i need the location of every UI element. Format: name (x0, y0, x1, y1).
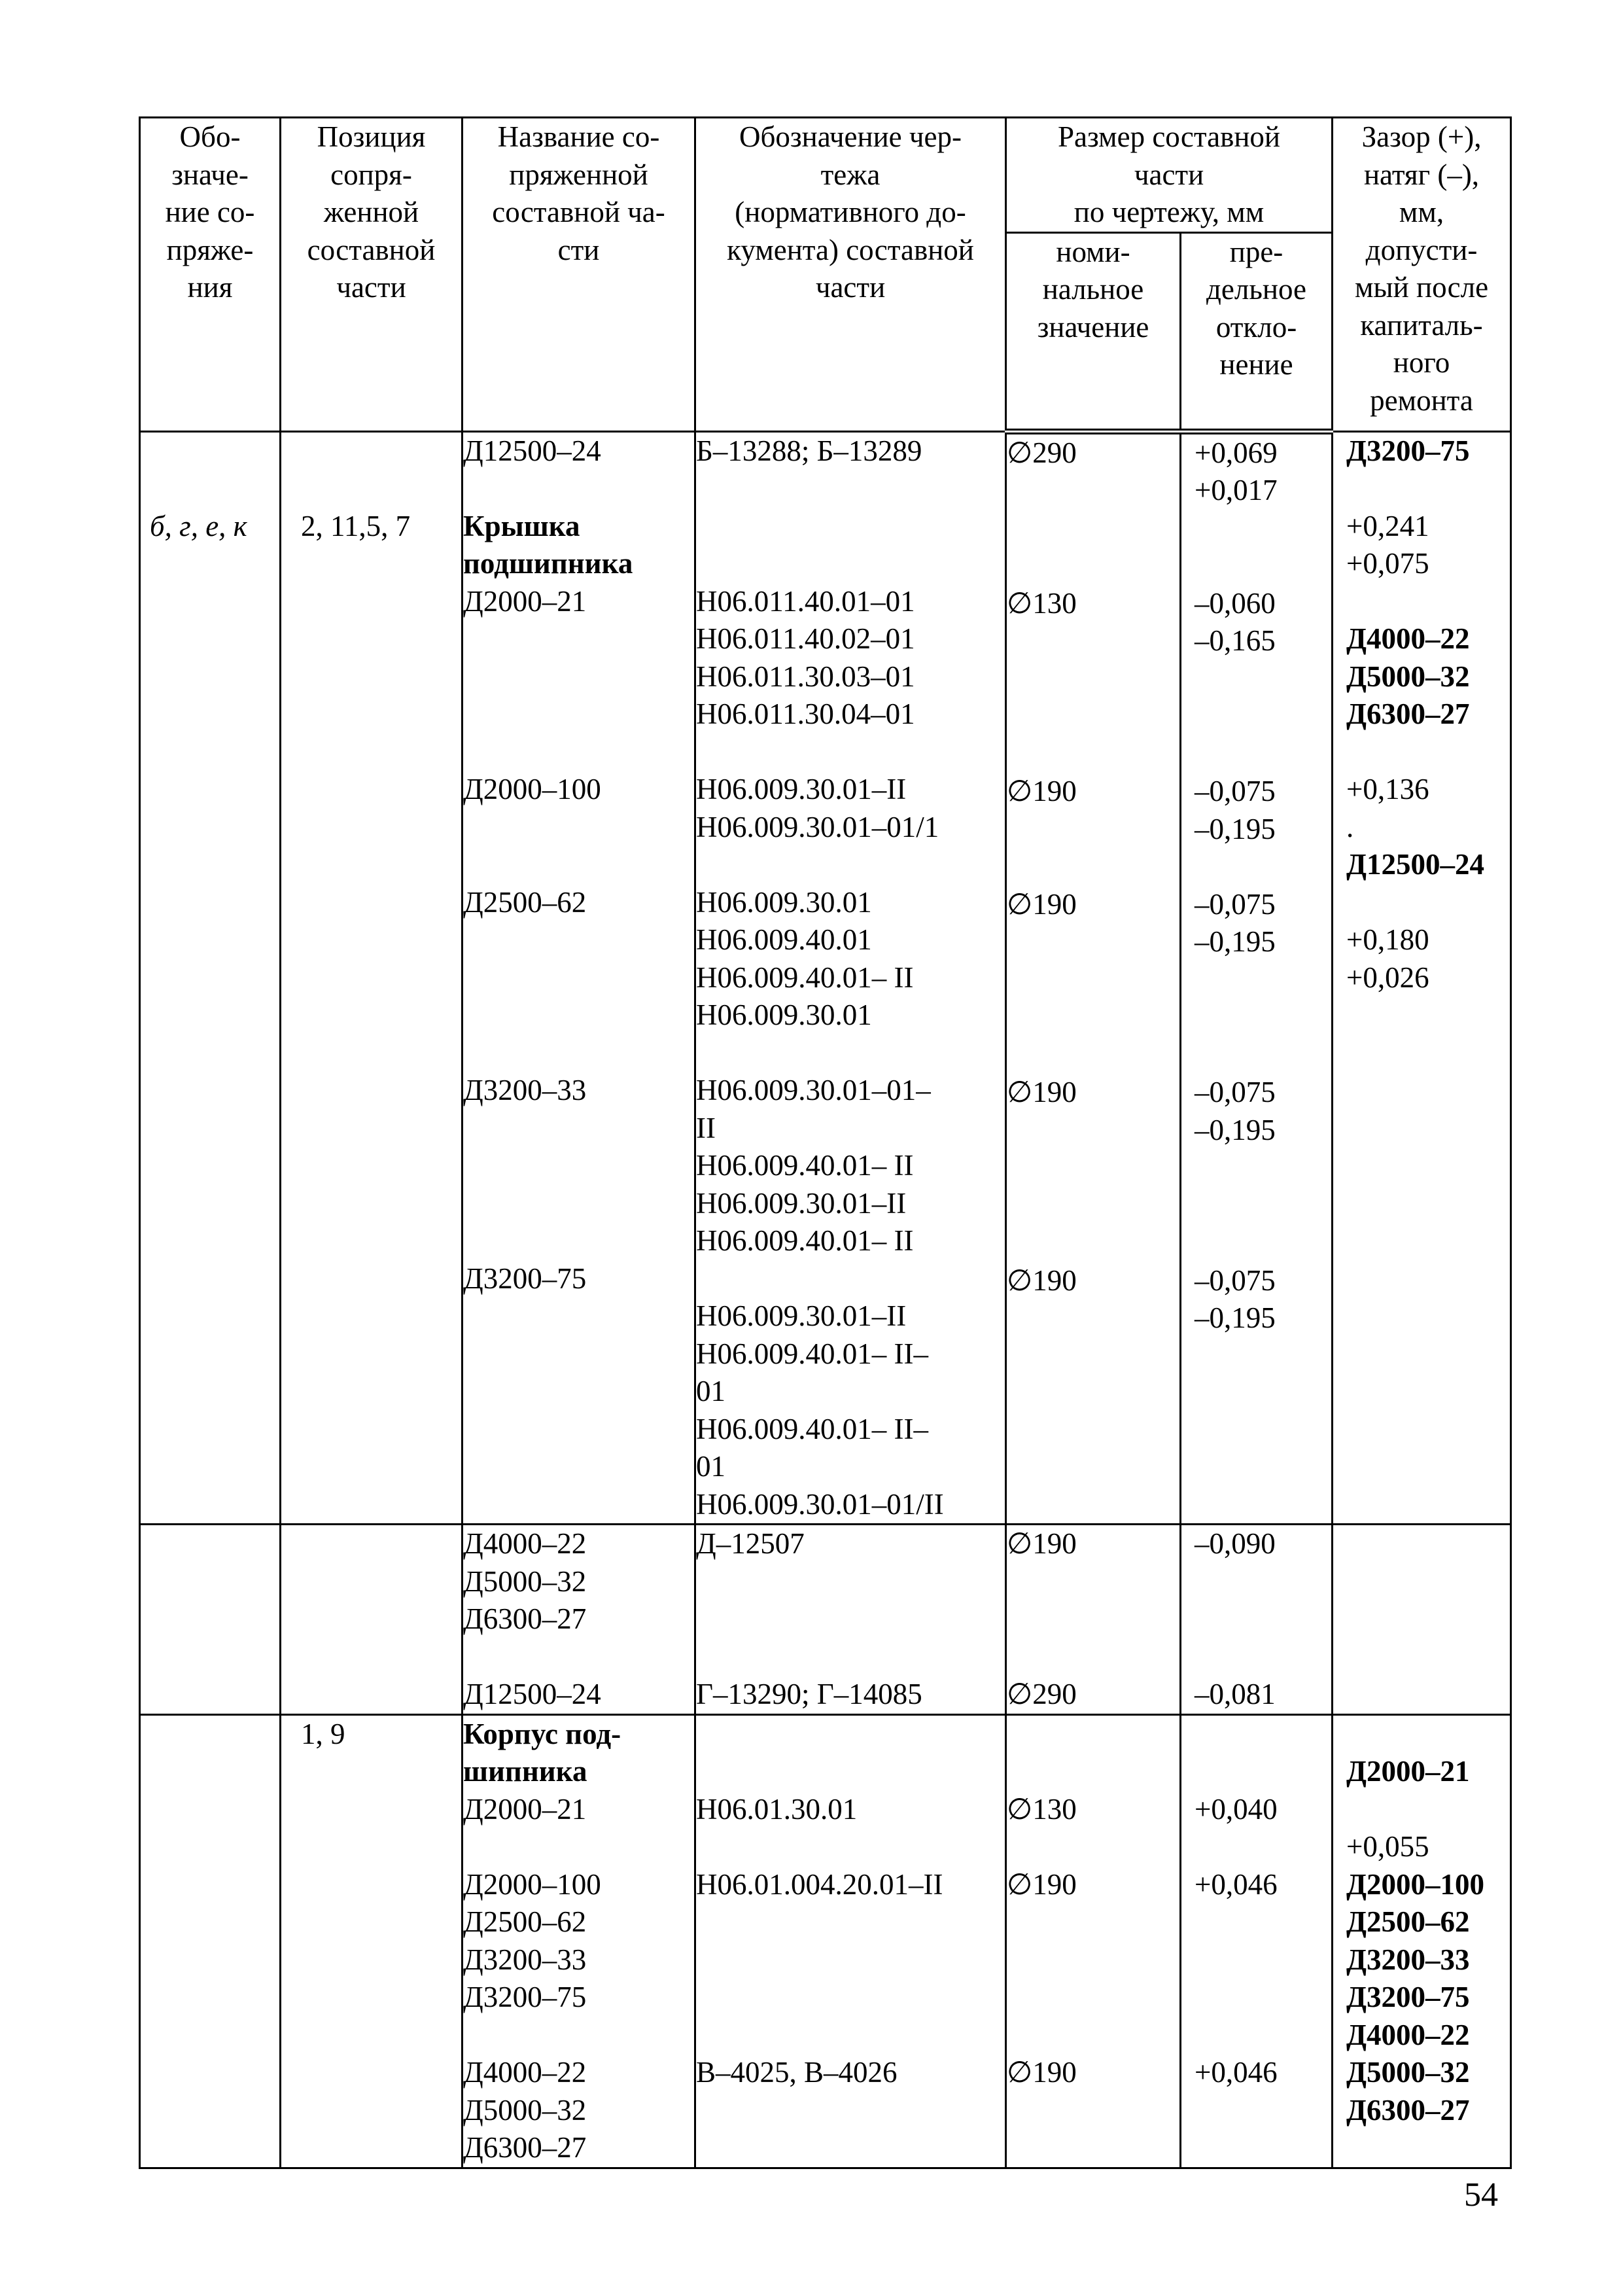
cell-line (463, 959, 694, 997)
cell-line: Д12500–24 (463, 434, 601, 467)
cell-line (1007, 472, 1179, 510)
cell-line: Д2000–21 (463, 584, 587, 618)
cell-line (696, 545, 1005, 583)
cell-line: ∅190 (1007, 1527, 1077, 1560)
deviation-cell (1181, 431, 1333, 1525)
cell-line: –0,165 (1195, 624, 1276, 657)
cell-line: сопря- (330, 158, 412, 191)
cell-line (1195, 961, 1331, 999)
cell-line (1007, 848, 1179, 886)
cell-line (1195, 1563, 1331, 1601)
cell-line (1195, 998, 1331, 1036)
cell-line (696, 1716, 1005, 1754)
cell-line (1007, 547, 1179, 585)
cell-line (463, 921, 694, 959)
part-name-cell (462, 1714, 695, 2168)
cell-line: Д2500–62 (1346, 1905, 1470, 1938)
cell-line (1195, 1753, 1331, 1791)
cell-line: Обо- (179, 120, 241, 153)
cell-line (1007, 1979, 1179, 2017)
drawing-cell (695, 431, 1006, 1525)
cell-line (1195, 1979, 1331, 2017)
cell-line: значение (1037, 310, 1149, 344)
cell-line: натяг (–), (1363, 158, 1480, 191)
cell-line: Б–13288; Б–13289 (696, 434, 922, 467)
cell-line (1007, 735, 1179, 773)
position-cell (281, 1525, 462, 1715)
cell-line: Д3200–33 (463, 1074, 587, 1106)
cell-line: Д6300–27 (463, 1602, 587, 1635)
cell-line (1007, 811, 1179, 849)
cell-line: В–4025, В–4026 (696, 2056, 898, 2089)
cell-line (696, 1638, 1005, 1676)
cell-line (463, 2017, 694, 2055)
mating-cell (140, 1525, 281, 1715)
cell-line (696, 2017, 1005, 2055)
cell-line (1007, 1149, 1179, 1187)
cell-line (1346, 583, 1510, 621)
cell-line (463, 470, 694, 508)
cell-line: ∅190 (1007, 775, 1077, 807)
cell-line (1195, 1941, 1331, 1979)
cell-line: Д2500–62 (463, 1905, 587, 1938)
header-limit-deviation (1181, 232, 1333, 431)
cell-line (1346, 1716, 1510, 1754)
cell-line: Н06.011.30.03–01 (696, 660, 915, 693)
cell-line: –0,075 (1195, 887, 1276, 921)
cell-line (1195, 1036, 1331, 1074)
cell-line: сти (557, 233, 600, 266)
cell-line: кумента) составной (727, 233, 974, 266)
cell-line (1195, 735, 1331, 773)
cell-line (463, 997, 694, 1034)
cell-line (150, 470, 279, 508)
cell-line: женной (323, 196, 419, 228)
cell-line (463, 1034, 694, 1072)
cell-line (1346, 1791, 1510, 1829)
cell-line (696, 1600, 1005, 1638)
header-row-1 (140, 118, 1511, 233)
cell-line: б, г, е, к (150, 509, 247, 542)
cell-line (1195, 510, 1331, 548)
cell-line: . (1346, 810, 1354, 843)
cell-line: Н06.009.40.01– II– (696, 1337, 928, 1370)
cell-line: части (336, 271, 406, 304)
cell-line: Д6300–27 (1346, 2093, 1470, 2127)
cell-line: значе- (171, 158, 249, 191)
part-name-cell (462, 431, 695, 1525)
cell-line (1007, 1224, 1179, 1262)
cell-line: шипника (463, 1755, 587, 1788)
cell-line: мый после (1354, 271, 1489, 304)
cell-line: Н06.009.30.01–01/1 (696, 810, 939, 843)
cell-line: –0,081 (1195, 1678, 1276, 1710)
cell-line: –0,075 (1195, 1076, 1276, 1108)
cell-line: Д2000–21 (1346, 1755, 1470, 1788)
cell-line: части (815, 271, 886, 304)
cell-line: ∅190 (1007, 887, 1077, 921)
cell-line: Позиция (317, 120, 426, 153)
cell-line (1007, 1753, 1179, 1791)
cell-line: ∅130 (1007, 586, 1077, 620)
cell-line (463, 846, 694, 884)
drawing-cell (695, 1525, 1006, 1715)
cell-line (1346, 884, 1510, 922)
cell-line: +0,026 (1346, 961, 1429, 994)
cell-line: 01 (696, 1450, 725, 1483)
cell-line: +0,241 (1346, 509, 1429, 542)
cell-line (463, 1828, 694, 1866)
cell-line (1007, 1036, 1179, 1074)
cell-line: Н06.009.40.01– II– (696, 1412, 928, 1445)
cell-line (1007, 1903, 1179, 1941)
cell-line (1195, 848, 1331, 886)
position-cell (281, 431, 462, 1525)
cell-line (696, 1753, 1005, 1791)
cell-line: Д2000–100 (463, 1867, 601, 1901)
cell-line (463, 1110, 694, 1148)
cell-line (1007, 1941, 1179, 1979)
clearance-cell (1333, 1525, 1511, 1715)
cell-line: Размер составной (1058, 120, 1281, 153)
cell-line: 2, 11,5, 7 (301, 509, 411, 542)
clearance-cell (1333, 431, 1511, 1525)
cell-line: Зазор (+), (1361, 120, 1482, 153)
table-row (140, 431, 1511, 1525)
cell-line: +0,046 (1195, 1867, 1278, 1901)
mating-cell (140, 431, 281, 1525)
cell-line: Д3200–75 (1346, 1981, 1470, 2013)
cell-line: ремонта (1370, 383, 1473, 417)
cell-line (696, 1903, 1005, 1941)
cell-line: –0,090 (1195, 1527, 1276, 1560)
cell-line (696, 846, 1005, 884)
cell-line: ∅290 (1007, 1678, 1077, 1710)
cell-line (1346, 733, 1510, 771)
cell-line (463, 1222, 694, 1260)
cell-line: Д–12507 (696, 1527, 805, 1560)
cell-line (301, 433, 461, 470)
cell-line: ∅130 (1007, 1792, 1077, 1826)
cell-line (150, 433, 279, 470)
cell-line: пре- (1229, 235, 1283, 268)
cell-line: ∅190 (1007, 1867, 1077, 1901)
deviation-cell (1181, 1525, 1333, 1715)
cell-line: ∅190 (1007, 1076, 1077, 1108)
cell-line: –0,060 (1195, 586, 1276, 620)
cell-line (1195, 1903, 1331, 1941)
cell-line (1195, 1828, 1331, 1866)
cell-line: Д4000–22 (1346, 2018, 1470, 2051)
cell-line (696, 733, 1005, 771)
cell-line (696, 1828, 1005, 1866)
cell-line (463, 733, 694, 771)
cell-line (1007, 510, 1179, 548)
cell-line: мм, (1399, 196, 1444, 228)
cell-line (1007, 998, 1179, 1036)
cell-line: номи- (1056, 235, 1130, 268)
cell-line (463, 1147, 694, 1185)
cell-line: Н06.009.30.01–01– (696, 1074, 931, 1106)
cell-line: Д5000–32 (1346, 2056, 1470, 2089)
cell-line (1007, 961, 1179, 999)
cell-line (1007, 622, 1179, 660)
cell-line (1007, 660, 1179, 698)
cell-line (463, 1185, 694, 1223)
cell-line: составной ча- (492, 196, 665, 228)
cell-line: Н06.009.40.01– II (696, 1149, 914, 1182)
cell-line (696, 1563, 1005, 1601)
cell-line: Н06.011.30.04–01 (696, 698, 915, 730)
cell-line (1195, 1638, 1331, 1676)
table-row (140, 1714, 1511, 2168)
cell-line (1007, 1638, 1179, 1676)
drawing-cell (695, 1714, 1006, 2168)
cell-line: Д6300–27 (1346, 698, 1470, 730)
cell-line: Н06.009.30.01 (696, 885, 872, 919)
cell-line (1007, 698, 1179, 735)
cell-line: –0,195 (1195, 812, 1276, 845)
cell-line: Н06.009.30.01–II (696, 773, 907, 805)
cell-line: Д3200–75 (463, 1262, 587, 1295)
cell-line (696, 1034, 1005, 1072)
cell-line: II (696, 1111, 716, 1144)
cell-line (463, 696, 694, 733)
cell-line: –0,075 (1195, 1263, 1276, 1297)
cell-line: Н06.009.40.01 (696, 923, 872, 956)
cell-line: Д2000–100 (1346, 1867, 1484, 1901)
page-number: 54 (1464, 2176, 1498, 2214)
cell-line: ∅290 (1007, 436, 1077, 469)
cell-line (1195, 1149, 1331, 1187)
cell-line: подшипника (463, 547, 633, 580)
cell-line (1195, 698, 1331, 735)
cell-line: Н06.009.30.01–II (696, 1186, 907, 1220)
clearance-cell (1333, 1714, 1511, 2168)
cell-line: Д5000–32 (463, 1564, 587, 1598)
cell-line: Н06.009.40.01– II (696, 1224, 914, 1257)
header-mating-designation (140, 118, 281, 432)
header-part-position (281, 118, 462, 432)
cell-line: ния (187, 271, 233, 304)
cell-line: +0,136 (1346, 773, 1429, 805)
cell-line: Д4000–22 (463, 2056, 587, 2089)
cell-line (1195, 660, 1331, 698)
cell-line: Д5000–32 (463, 2093, 587, 2127)
cell-line: нальное (1042, 273, 1144, 306)
cell-line: –0,195 (1195, 925, 1276, 958)
cell-line: Д5000–32 (1346, 660, 1470, 693)
cell-line: части (1134, 158, 1204, 191)
cell-line (463, 1638, 694, 1676)
cell-line: Д3200–75 (463, 1981, 587, 2013)
cell-line: капиталь- (1360, 308, 1483, 342)
cell-line: Крышка (463, 509, 580, 542)
part-name-cell (462, 1525, 695, 1715)
cell-line (696, 1260, 1005, 1298)
cell-line: ного (1393, 346, 1450, 379)
cell-line: ∅190 (1007, 2056, 1077, 2089)
nominal-cell (1006, 1714, 1181, 2168)
cell-line: Д12500–24 (1346, 848, 1484, 881)
cell-line: пряже- (166, 233, 254, 266)
cell-line: нение (1219, 348, 1293, 381)
cell-line: Д3200–33 (463, 1943, 587, 1976)
header-nominal-value (1006, 232, 1181, 431)
cell-line: Н06.011.40.02–01 (696, 622, 915, 655)
cell-line (463, 620, 694, 658)
cell-line: Д12500–24 (463, 1678, 601, 1710)
cell-line: +0,017 (1195, 474, 1278, 506)
table-row (140, 1525, 1511, 1715)
cell-line: Д2000–100 (463, 773, 601, 805)
cell-line: Н06.009.30.01–01/II (696, 1487, 944, 1521)
cell-line: Д3200–75 (1346, 434, 1470, 467)
cell-line: откло- (1215, 310, 1297, 344)
cell-line: составной (307, 233, 436, 266)
cell-line: пряженной (509, 158, 648, 191)
cell-line (1007, 1828, 1179, 1866)
cell-line: Н06.009.30.01–II (696, 1299, 907, 1332)
cell-line: 1, 9 (301, 1717, 345, 1750)
cell-line: ∅190 (1007, 1263, 1077, 1297)
cell-line: Д2000–21 (463, 1792, 587, 1826)
cell-line (1195, 1716, 1331, 1754)
cell-line (1007, 1600, 1179, 1638)
mating-cell (140, 1714, 281, 2168)
cell-line: (нормативного до- (735, 196, 966, 228)
cell-line: +0,075 (1346, 547, 1429, 580)
position-cell (281, 1714, 462, 2168)
tolerance-table (139, 116, 1512, 2169)
cell-line: ние со- (165, 196, 255, 228)
cell-line: Корпус под- (463, 1717, 621, 1750)
nominal-cell (1006, 431, 1181, 1525)
cell-line: Н06.01.30.01 (696, 1792, 858, 1826)
cell-line: Н06.011.40.01–01 (696, 584, 915, 618)
cell-line (301, 470, 461, 508)
header-part-name (462, 118, 695, 432)
cell-line: дельное (1206, 273, 1306, 306)
cell-line (1007, 1716, 1179, 1754)
cell-line (1007, 2017, 1179, 2055)
cell-line (696, 508, 1005, 546)
cell-line: по чертежу, мм (1073, 196, 1265, 228)
deviation-cell (1181, 1714, 1333, 2168)
cell-line: 01 (696, 1375, 725, 1407)
cell-line: тежа (820, 158, 881, 191)
cell-line (463, 658, 694, 696)
cell-line: +0,046 (1195, 2056, 1278, 2089)
cell-line: Название со- (497, 120, 660, 153)
cell-line: +0,180 (1346, 923, 1429, 956)
cell-line: Д6300–27 (463, 2131, 587, 2164)
cell-line (1007, 1187, 1179, 1225)
cell-line (1346, 470, 1510, 508)
header-size-group (1006, 118, 1333, 233)
cell-line: Д3200–33 (1346, 1943, 1470, 1976)
cell-line (1195, 2017, 1331, 2055)
cell-line: +0,040 (1195, 1792, 1278, 1826)
cell-line: –0,195 (1195, 1301, 1276, 1334)
cell-line: Г–13290; Г–14085 (696, 1678, 922, 1710)
cell-line: –0,075 (1195, 775, 1276, 807)
header-clearance (1333, 118, 1511, 432)
cell-line: Обозначение чер- (739, 120, 962, 153)
cell-line: Н06.01.004.20.01–II (696, 1867, 943, 1901)
cell-line: Д4000–22 (463, 1527, 587, 1560)
cell-line: допусти- (1365, 233, 1478, 266)
cell-line: Д2500–62 (463, 885, 587, 919)
cell-line: +0,069 (1195, 436, 1278, 469)
cell-line: Н06.009.30.01 (696, 998, 872, 1031)
cell-line (1007, 923, 1179, 961)
cell-line (1195, 1187, 1331, 1225)
cell-line (696, 1941, 1005, 1979)
cell-line: +0,055 (1346, 1830, 1429, 1863)
cell-line (1195, 1600, 1331, 1638)
cell-line (1007, 1112, 1179, 1150)
nominal-cell (1006, 1525, 1181, 1715)
cell-line (1195, 1224, 1331, 1262)
cell-line: –0,195 (1195, 1113, 1276, 1146)
cell-line: Д4000–22 (1346, 622, 1470, 655)
cell-line (463, 809, 694, 847)
cell-line (1007, 1563, 1179, 1601)
cell-line (696, 1979, 1005, 2017)
header-drawing-designation (695, 118, 1006, 432)
cell-line (696, 470, 1005, 508)
cell-line (1195, 547, 1331, 585)
cell-line: Н06.009.40.01– II (696, 961, 914, 994)
